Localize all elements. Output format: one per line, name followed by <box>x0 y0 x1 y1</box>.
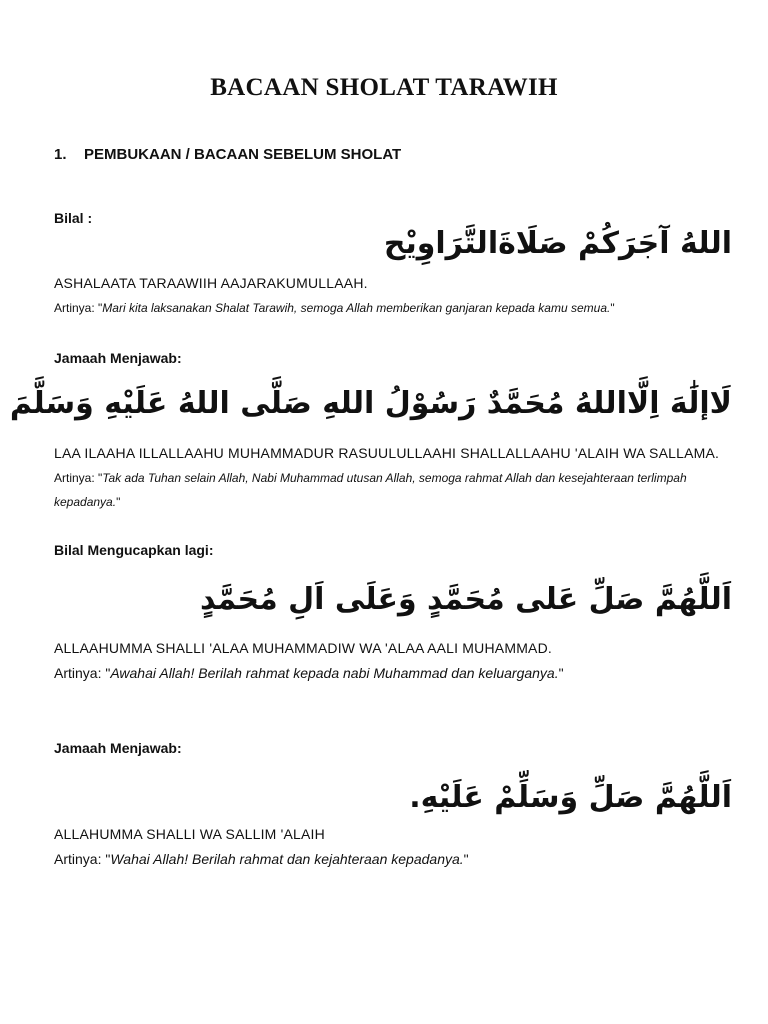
speaker-label: Jamaah Menjawab: <box>54 350 182 366</box>
translation-suffix: " <box>610 301 615 315</box>
arabic-text: اَللَّهُمَّ صَلِّ وَسَلِّمْ عَلَيْهِ. <box>409 780 732 815</box>
speaker-label: Bilal Mengucapkan lagi: <box>54 542 214 558</box>
translation-text: Wahai Allah! Berilah rahmat dan kejahteraan kepadanya. <box>110 851 464 867</box>
speaker-label: Jamaah Menjawab: <box>54 740 182 756</box>
translation <box>54 296 734 320</box>
translation-prefix: Artinya: " <box>54 471 103 485</box>
translation-suffix: " <box>463 851 469 867</box>
translation-prefix: Artinya: " <box>54 851 111 867</box>
translation <box>54 661 734 685</box>
section-heading <box>54 146 401 163</box>
translation-suffix: " <box>558 665 564 681</box>
section-number: 1. <box>54 146 67 163</box>
arabic-text: اللهُ آجَرَكُمْ صَلَاةَالتَّرَاوِيْح <box>383 226 732 261</box>
section-heading-text: PEMBUKAAN / BACAAN SEBELUM SHOLAT <box>84 146 402 163</box>
translation-suffix: " <box>116 495 121 509</box>
latin-transliteration: ALLAAHUMMA SHALLI 'ALAA MUHAMMADIW WA 'ALAA AALI MUHAMMAD. <box>54 640 552 656</box>
translation-text: Mari kita laksanakan Shalat Tarawih, semoga Allah memberikan ganjaran kepada kamu semua. <box>102 301 611 315</box>
translation-prefix: Artinya: " <box>54 301 103 315</box>
speaker-label: Bilal : <box>54 210 93 226</box>
latin-transliteration: LAA ILAAHA ILLALLAAHU MUHAMMADUR RASUULULLAAHI SHALLALLAAHU 'ALAIH WA SALLAMA. <box>54 445 720 461</box>
translation-text: Awahai Allah! Berilah rahmat kepada nabi Muhammad dan keluarganya. <box>110 665 559 681</box>
translation-text: Tak ada Tuhan selain Allah, Nabi Muhammad utusan Allah, semoga rahmat Allah dan kesejahteraan terlimpah kepadanya. <box>54 471 687 509</box>
latin-transliteration: ASHALAATA TARAAWIIH AAJARAKUMULLAAH. <box>54 275 368 291</box>
arabic-text: لَاإلَٰهَ اِلَّااللهُ مُحَمَّدٌ رَسُوْلُ اللهِ صَلَّى اللهُ عَلَيْهِ وَسَلَّمَ <box>9 386 732 421</box>
page-title: BACAAN SHOLAT TARAWIH <box>210 74 558 101</box>
arabic-text: اَللَّهُمَّ صَلِّ عَلى مُحَمَّدٍ وَعَلَى اَلِ مُحَمَّدٍ <box>200 582 732 617</box>
translation-prefix: Artinya: " <box>54 665 111 681</box>
latin-transliteration: ALLAHUMMA SHALLI WA SALLIM 'ALAIH <box>54 826 325 842</box>
translation <box>54 847 734 871</box>
translation <box>54 466 724 514</box>
